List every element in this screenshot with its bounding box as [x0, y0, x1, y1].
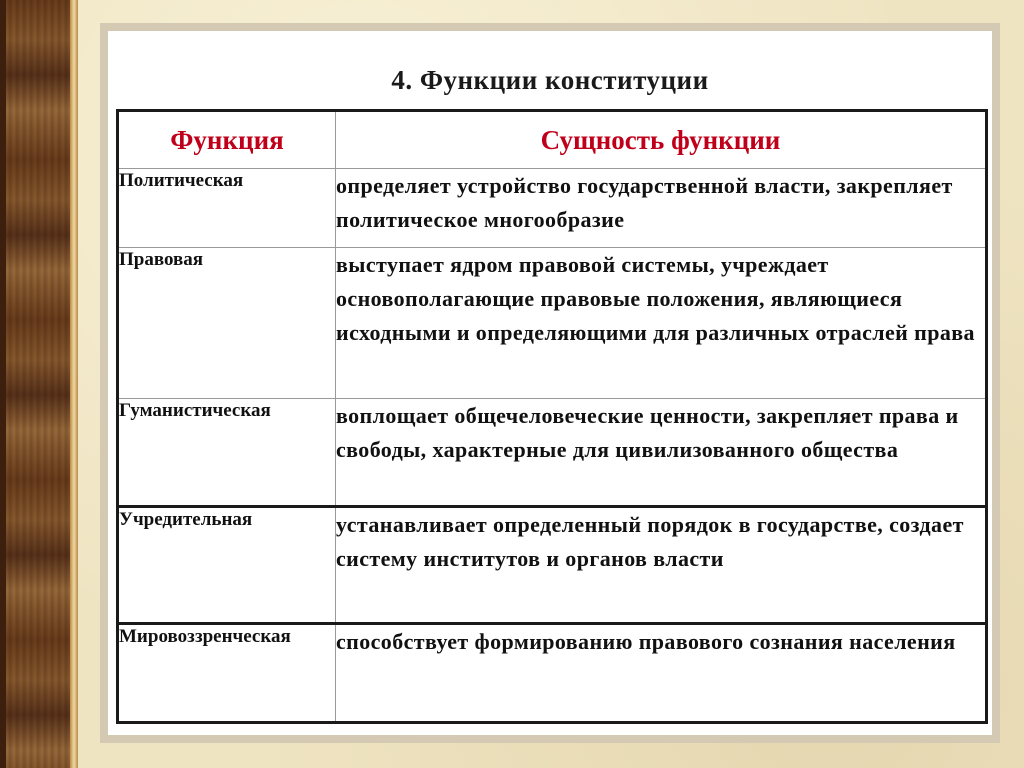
table-header-row — [118, 111, 987, 169]
table-row — [118, 399, 987, 507]
table-row — [118, 169, 987, 248]
function-description: способствует формированию правового сознания населения — [336, 624, 987, 723]
function-name: Гуманистическая — [118, 399, 336, 507]
wood-strip-edge — [0, 0, 6, 768]
function-name: Учредительная — [118, 507, 336, 624]
header-essence: Сущность функции — [336, 111, 987, 169]
slide-content — [108, 31, 992, 735]
function-name: Политическая — [118, 169, 336, 248]
header-function: Функция — [118, 111, 336, 169]
table-row — [118, 507, 987, 624]
wood-strip-trim — [70, 0, 78, 768]
function-name: Мировоззренческая — [118, 624, 336, 723]
slide-title: 4. Функции конституции — [391, 65, 709, 95]
slide-panel — [100, 23, 1000, 743]
table-row — [118, 624, 987, 723]
function-description: устанавливает определенный порядок в государстве, создает систему институтов и органов власти — [336, 507, 987, 624]
function-description: определяет устройство государственной власти, закрепляет политическое многообразие — [336, 169, 987, 248]
functions-table — [116, 109, 988, 724]
function-description: воплощает общечеловеческие ценности, закрепляет права и свободы, характерные для цивилизованного общества — [336, 399, 987, 507]
function-description: выступает ядром правовой системы, учреждает основополагающие правовые положения, являющиеся исходными и определяющими для различных отраслей права — [336, 248, 987, 399]
function-name: Правовая — [118, 248, 336, 399]
decorative-wood-strip — [0, 0, 78, 768]
table-row — [118, 248, 987, 399]
